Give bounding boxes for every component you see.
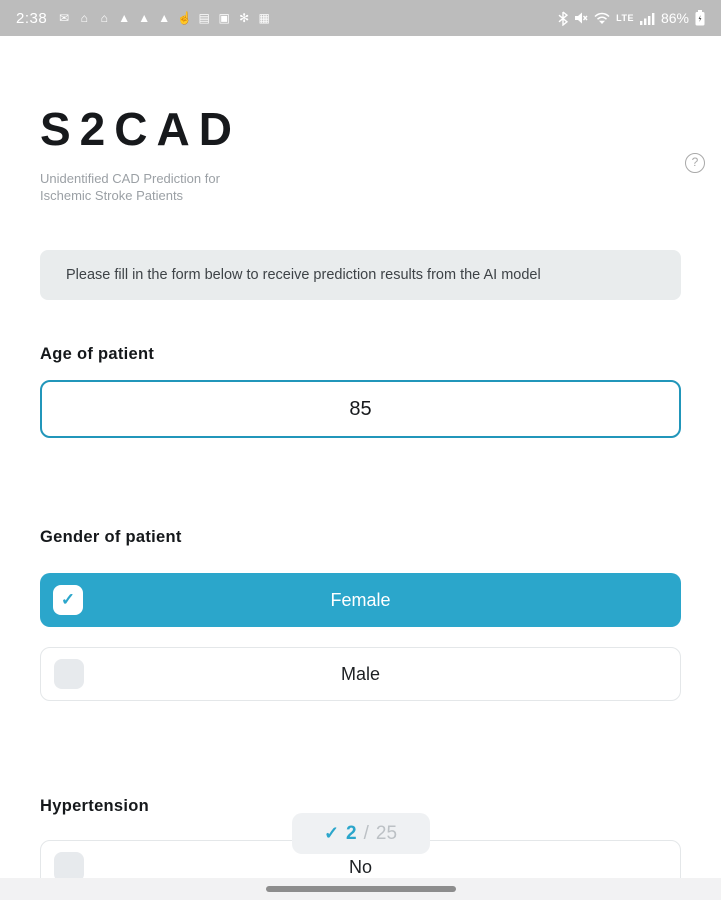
progress-total: 25: [375, 822, 398, 844]
bluetooth-icon: [558, 11, 568, 26]
hypertension-label: Hypertension: [40, 797, 150, 815]
instruction-banner: Please fill in the form below to receive prediction results from the AI model: [40, 250, 681, 300]
app-subtitle: [40, 170, 681, 204]
wifi-icon: [594, 12, 610, 25]
gesture-bar: [0, 878, 721, 900]
notification-icons: [57, 12, 271, 24]
age-label: Age of patient: [40, 345, 155, 363]
option-female-label: Female: [330, 589, 391, 610]
question-age: [40, 345, 681, 438]
option-female[interactable]: [40, 573, 681, 627]
chat-notification-icon: ✉: [59, 11, 70, 25]
lte-icon: LTE: [616, 12, 634, 23]
app-title: S2CAD: [40, 103, 241, 155]
progress-current: 2: [346, 822, 357, 844]
screenshot-notification-icon: ▣: [218, 11, 230, 25]
home-notification-icon-2: ⌂: [100, 11, 108, 25]
mute-icon: [574, 11, 588, 25]
checkbox-checked-icon[interactable]: ✓: [53, 585, 83, 615]
app-subtitle-line1: Unidentified CAD Prediction for: [40, 171, 220, 186]
triangle-app-icon-3: ▲: [158, 11, 171, 25]
triangle-app-icon-1: ▲: [118, 11, 131, 25]
option-no-label: No: [348, 856, 372, 877]
battery-percentage: 86%: [660, 10, 689, 26]
battery-icon: [695, 10, 705, 26]
option-male[interactable]: [40, 647, 681, 701]
hand-notification-icon: ☝: [177, 11, 193, 25]
progress-separator: /: [363, 822, 369, 844]
triangle-app-icon-2: ▲: [138, 11, 151, 25]
status-bar: [0, 0, 721, 36]
question-gender: [40, 528, 681, 701]
clock: 2:38: [16, 9, 48, 27]
age-input[interactable]: [40, 380, 681, 438]
signal-strength-icon: [640, 12, 655, 25]
option-male-label: Male: [340, 663, 380, 684]
progress-indicator: [292, 813, 430, 854]
gallery-notification-icon: ▦: [258, 11, 270, 25]
status-indicators: [558, 10, 705, 26]
app-subtitle-line2: Ischemic Stroke Patients: [40, 188, 184, 203]
help-icon[interactable]: ?: [685, 153, 705, 173]
asterisk-notification-icon: ✻: [239, 11, 250, 25]
document-notification-icon: ▤: [198, 11, 210, 25]
gender-label: Gender of patient: [40, 528, 182, 546]
home-notification-icon: ⌂: [80, 11, 88, 25]
form-page: [0, 102, 721, 894]
check-icon: ✓: [323, 823, 340, 843]
nav-handle[interactable]: [266, 886, 456, 892]
